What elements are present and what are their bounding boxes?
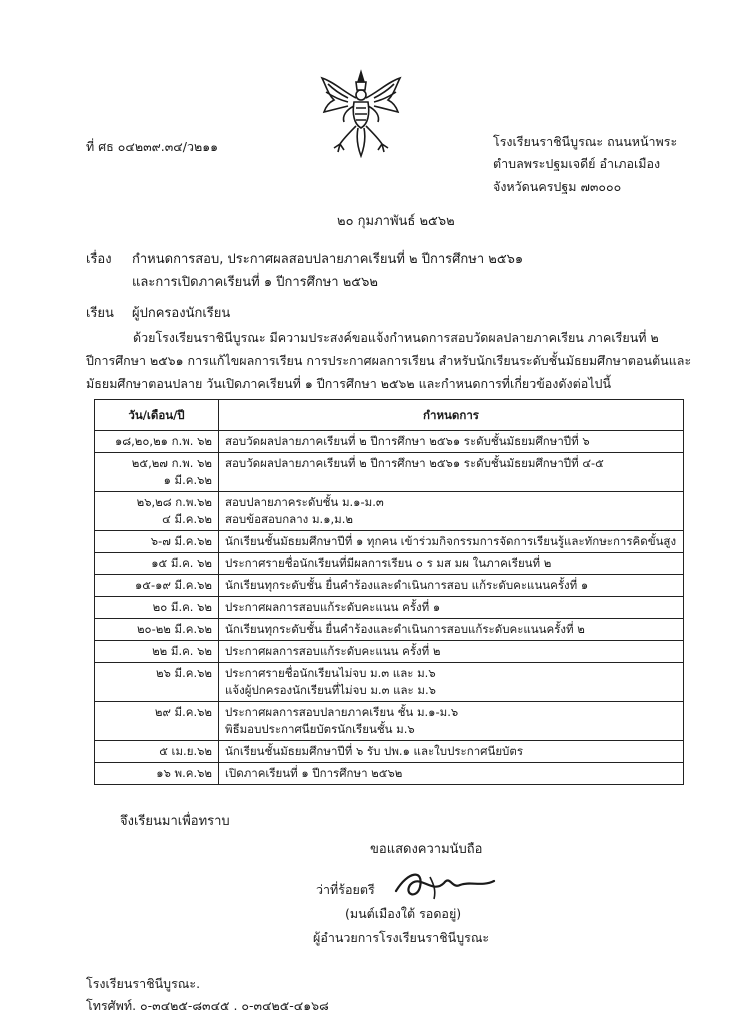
schedule-event-cell: สอบวัดผลปลายภาคเรียนที่ ๒ ปีการศึกษา ๒๕๖๑ ระดับชั้นมัธยมศึกษาปีที่ ๖: [219, 431, 684, 453]
schedule-date-cell: ๒๖ มี.ค.๖๒: [95, 663, 219, 702]
recipient-label: เรียน: [86, 306, 114, 321]
school-address-line: โรงเรียนราชินีบูรณะ ถนนหน้าพระ: [493, 134, 678, 149]
table-row: [95, 575, 684, 597]
body-paragraph-line: ปีการศึกษา ๒๕๖๑ การแก้ไขผลการเรียน การประกาศผลการเรียน สำหรับนักเรียนระดับชั้นมัธยมศึกษาตอนต้นและ: [86, 353, 692, 368]
schedule-event-cell: เปิดภาคเรียนที่ ๑ ปีการศึกษา ๒๕๖๒: [219, 763, 684, 785]
table-row: [95, 641, 684, 663]
table-row: [95, 597, 684, 619]
table-row: [95, 553, 684, 575]
schedule-event-cell: ประกาศผลการสอบปลายภาคเรียน ชั้น ม.๑-ม.๖ พิธีมอบประกาศนียบัตรนักเรียนชั้น ม.๖: [219, 702, 684, 741]
schedule-date-cell: ๖-๗ มี.ค.๖๒: [95, 531, 219, 553]
schedule-event-cell: นักเรียนชั้นมัธยมศึกษาปีที่ ๑ ทุกคน เข้าร่วมกิจกรรมการจัดการเรียนรู้และทักษะการคิดขั้นสูง: [219, 531, 684, 553]
schedule-event-cell: สอบปลายภาคระดับชั้น ม.๑-ม.๓ สอบข้อสอบกลาง ม.๑,ม.๒: [219, 492, 684, 531]
letter-date: ๒๐ กุมภาพันธ์ ๒๕๖๒: [337, 214, 455, 229]
schedule-date-cell: ๑๕-๑๙ มี.ค.๖๒: [95, 575, 219, 597]
garuda-emblem-icon: [318, 68, 404, 158]
school-address-line: จังหวัดนครปฐม ๗๓๐๐๐: [493, 179, 622, 194]
subject-label: เรื่อง: [86, 252, 112, 267]
table-row: [95, 702, 684, 741]
table-row: [95, 453, 684, 492]
recipient: ผู้ปกครองนักเรียน: [132, 306, 231, 321]
schedule-date-cell: ๒๖,๒๘ ก.พ.๖๒ ๔ มี.ค.๖๒: [95, 492, 219, 531]
column-header-date: วัน/เดือน/ปี: [95, 400, 219, 431]
schedule-date-cell: ๑๖ พ.ค.๖๒: [95, 763, 219, 785]
schedule-date-cell: ๒๐-๒๒ มี.ค.๖๒: [95, 619, 219, 641]
subject-line: กำหนดการสอบ, ประกาศผลสอบปลายภาคเรียนที่ ๒ ปีการศึกษา ๒๕๖๑: [132, 252, 524, 267]
schedule-event-cell: ประกาศผลการสอบแก้ระดับคะแนน ครั้งที่ ๑: [219, 597, 684, 619]
table-header-row: [95, 400, 684, 431]
schedule-event-cell: ประกาศรายชื่อนักเรียนไม่จบ ม.๓ และ ม.๖ แจ้งผู้ปกครองนักเรียนที่ไม่จบ ม.๓ และ ม.๖: [219, 663, 684, 702]
signer-title: ผู้อำนวยการโรงเรียนราชินีบูรณะ: [313, 930, 490, 945]
schedule-date-cell: ๑๕ มี.ค. ๖๒: [95, 553, 219, 575]
schedule-date-cell: ๒๐ มี.ค. ๖๒: [95, 597, 219, 619]
table-row: [95, 431, 684, 453]
footer-school: โรงเรียนราชินีบูรณะ.: [86, 976, 201, 991]
table-row: [95, 619, 684, 641]
schedule-event-cell: สอบวัดผลปลายภาคเรียนที่ ๒ ปีการศึกษา ๒๕๖๑ ระดับชั้นมัธยมศึกษาปีที่ ๔-๕: [219, 453, 684, 492]
regards: ขอแสดงความนับถือ: [370, 842, 483, 857]
schedule-event-cell: ประกาศรายชื่อนักเรียนที่มีผลการเรียน ๐ ร มส มผ ในภาคเรียนที่ ๒: [219, 553, 684, 575]
schedule-date-cell: ๒๒ มี.ค. ๖๒: [95, 641, 219, 663]
handwritten-signature: [390, 865, 500, 905]
reference-number: ที่ ศธ ๐๔๒๓๙.๓๔/ว๒๑๑: [86, 139, 219, 154]
table-row: [95, 763, 684, 785]
schedule-event-cell: นักเรียนชั้นมัธยมศึกษาปีที่ ๖ รับ ปพ.๑ และใบประกาศนียบัตร: [219, 741, 684, 763]
body-paragraph-line: มัธยมศึกษาตอนปลาย วันเปิดภาคเรียนที่ ๑ ปีการศึกษา ๒๕๖๒ และกำหนดการที่เกี่ยวข้องดังต่อไปนี้: [86, 376, 611, 391]
signer-name: (มนต์เมืองใต้ รอดอยู่): [345, 906, 462, 921]
table-row: [95, 492, 684, 531]
schedule-date-cell: ๕ เม.ย.๖๒: [95, 741, 219, 763]
schedule-body: [95, 431, 684, 785]
table-row: [95, 663, 684, 702]
schedule-table: [94, 399, 684, 785]
schedule-event-cell: นักเรียนทุกระดับชั้น ยื่นคำร้องและดำเนินการสอบ แก้ระดับคะแนนครั้งที่ ๑: [219, 575, 684, 597]
schedule-date-cell: ๒๕,๒๗ ก.พ. ๖๒ ๑ มี.ค.๖๒: [95, 453, 219, 492]
table-row: [95, 741, 684, 763]
schedule-date-cell: ๑๘,๒๐,๒๑ ก.พ. ๖๒: [95, 431, 219, 453]
subject-line: และการเปิดภาคเรียนที่ ๑ ปีการศึกษา ๒๕๖๒: [132, 275, 378, 290]
schedule-event-cell: นักเรียนทุกระดับชั้น ยื่นคำร้องและดำเนินการสอบแก้ระดับคะแนนครั้งที่ ๒: [219, 619, 684, 641]
footer-phone: โทรศัพท์. ๐-๓๔๒๕-๘๓๔๕ . ๐-๓๔๒๕-๔๑๖๘: [86, 998, 329, 1013]
schedule-event-cell: ประกาศผลการสอบแก้ระดับคะแนน ครั้งที่ ๒: [219, 641, 684, 663]
school-address-line: ตำบลพระปฐมเจดีย์ อำเภอเมือง: [493, 156, 661, 171]
closing-line: จึงเรียนมาเพื่อทราบ: [120, 814, 230, 829]
schedule-date-cell: ๒๙ มี.ค.๖๒: [95, 702, 219, 741]
signature-prefix: ว่าที่ร้อยตรี: [316, 882, 375, 897]
column-header-event: กำหนดการ: [219, 400, 684, 431]
table-row: [95, 531, 684, 553]
body-paragraph-line: ด้วยโรงเรียนราชินีบูรณะ มีความประสงค์ขอแจ้งกำหนดการสอบวัดผลปลายภาคเรียน ภาคเรียนที่ ๒: [133, 330, 659, 345]
